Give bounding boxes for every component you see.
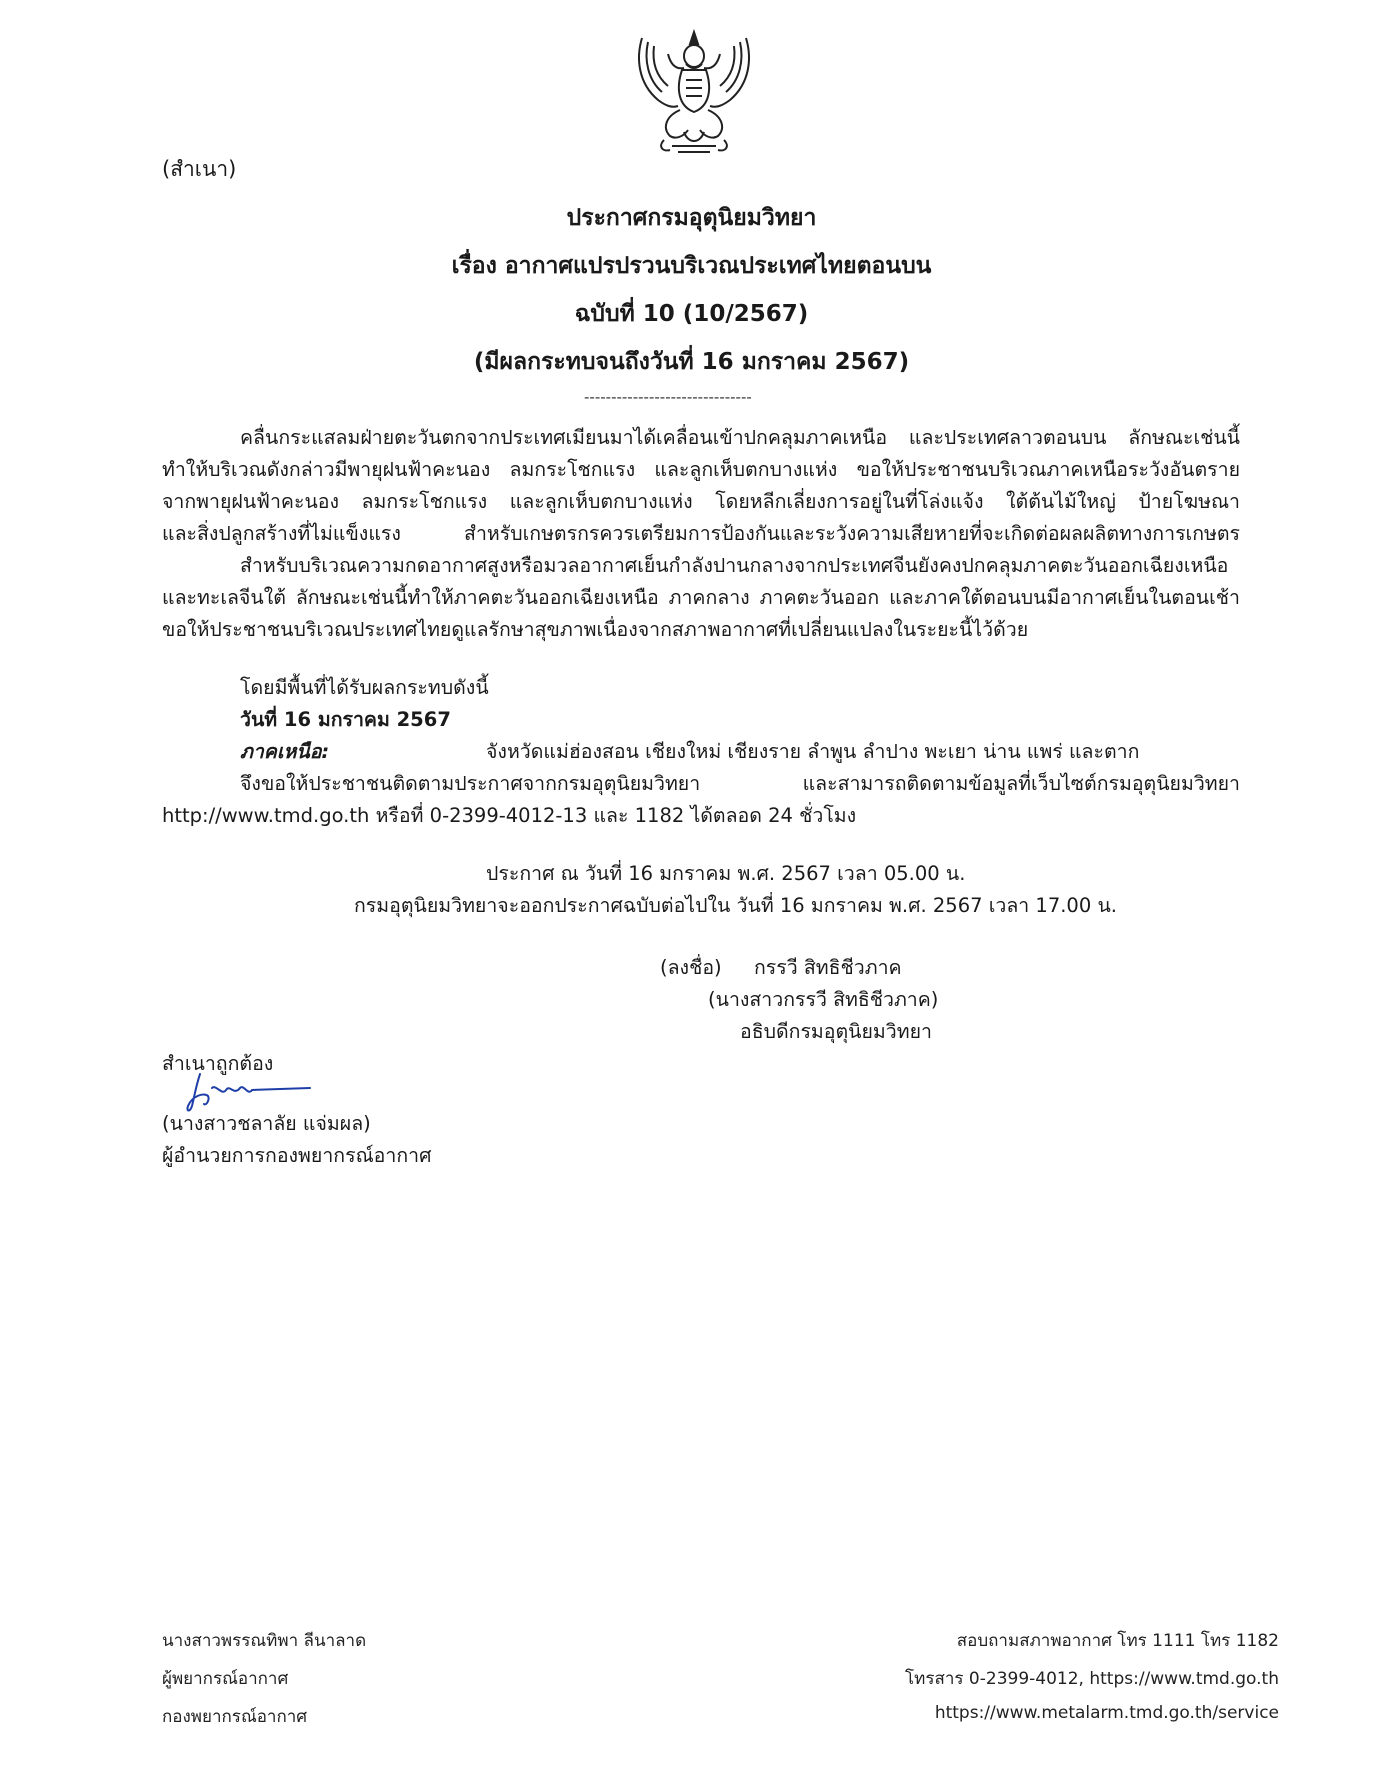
paragraph-2-line-2: และทะเลจีนใต้ ลักษณะเช่นนี้ทำให้ภาคตะวันออกเฉียงเหนือ ภาคกลาง ภาคตะวันออก และภาคใต้ตอนบนมีอากาศเย็นในตอนเช้า xyxy=(162,586,1240,609)
service-link[interactable]: https://www.metalarm.tmd.go.th/service xyxy=(934,1703,1279,1723)
forecaster-role: ผู้พยากรณ์อากาศ xyxy=(162,1669,289,1689)
contact-phone: สอบถามสภาพอากาศ โทร 1111 โทร 1182 xyxy=(956,1631,1279,1651)
announcement-effective-date: (มีผลกระทบจนถึงวันที่ 16 มกราคม 2567) xyxy=(473,349,910,375)
certified-name: (นางสาวชลาลัย แจ่มผล) xyxy=(162,1112,371,1135)
announcement-issue: ฉบับที่ 10 (10/2567) xyxy=(574,301,809,327)
signed-label: (ลงชื่อ) xyxy=(660,956,722,979)
announce-time: ประกาศ ณ วันที่ 16 มกราคม พ.ศ. 2567 เวลา 05.00 น. xyxy=(486,862,966,885)
affected-date: วันที่ 16 มกราคม 2567 xyxy=(240,708,451,731)
follow-line-1: จึงขอให้ประชาชนติดตามประกาศจากกรมอุตุนิยมวิทยา และสามารถติดตามข้อมูลที่เว็บไซต์กรมอุตุนิยมวิทยา xyxy=(240,772,1240,795)
announcement-title: ประกาศกรมอุตุนิยมวิทยา xyxy=(566,205,817,231)
contact-fax-website: โทรสาร 0-2399-4012, https://www.tmd.go.th xyxy=(905,1669,1279,1689)
certified-copy-label: สำเนาถูกต้อง xyxy=(162,1052,274,1075)
signed-name: กรรวี สิทธิชีวภาค xyxy=(754,956,902,979)
paragraph-1-line-3: จากพายุฝนฟ้าคะนอง ลมกระโชกแรง และลูกเห็บตกบางแห่ง โดยหลีกเลี่ยงการอยู่ในที่โล่งแจ้ง ใต้ต้นไม้ใหญ่ ป้ายโฆษณา xyxy=(162,490,1240,513)
garuda-emblem-icon xyxy=(628,28,760,158)
signatory-full-name: (นางสาวกรรวี สิทธิชีวภาค) xyxy=(708,988,939,1011)
signatory-position: อธิบดีกรมอุตุนิยมวิทยา xyxy=(740,1020,932,1043)
paragraph-2-line-1: สำหรับบริเวณความกดอากาศสูงหรือมวลอากาศเย็นกำลังปานกลางจากประเทศจีนยังคงปกคลุมภาคตะวันออกเฉียงเหนือ xyxy=(240,554,1229,577)
certified-position: ผู้อำนวยการกองพยากรณ์อากาศ xyxy=(162,1144,432,1167)
next-issue-time: กรมอุตุนิยมวิทยาจะออกประกาศฉบับต่อไปใน วันที่ 16 มกราคม พ.ศ. 2567 เวลา 17.00 น. xyxy=(354,894,1117,917)
region-provinces: จังหวัดแม่ฮ่องสอน เชียงใหม่ เชียงราย ลำพูน ลำปาง พะเยา น่าน แพร่ และตาก xyxy=(486,740,1140,763)
paragraph-2-line-3: ขอให้ประชาชนบริเวณประเทศไทยดูแลรักษาสุขภาพเนื่องจากสภาพอากาศที่เปลี่ยนแปลงในระยะนี้ไว้ด้วย xyxy=(162,618,1029,641)
announcement-subject: เรื่อง อากาศแปรปรวนบริเวณประเทศไทยตอนบน xyxy=(451,253,932,279)
copy-label: (สำเนา) xyxy=(162,157,237,181)
paragraph-1-line-4: และสิ่งปลูกสร้างที่ไม่แข็งแรง สำหรับเกษตรกรควรเตรียมการป้องกันและระวังความเสียหายที่จะเกิดต่อผลผลิตทางการเกษตร xyxy=(162,522,1240,545)
region-label: ภาคเหนือ: xyxy=(240,740,330,763)
paragraph-1-line-1: คลื่นกระแสลมฝ่ายตะวันตกจากประเทศเมียนมาได้เคลื่อนเข้าปกคลุมภาคเหนือ และประเทศลาวตอนบน ลักษณะเช่นนี้ xyxy=(240,426,1240,449)
affected-areas-intro: โดยมีพื้นที่ได้รับผลกระทบดังนี้ xyxy=(240,676,489,699)
paragraph-1-line-2: ทำให้บริเวณดังกล่าวมีพายุฝนฟ้าคะนอง ลมกระโชกแรง และลูกเห็บตกบางแห่ง ขอให้ประชาชนบริเวณภาคเหนือระวังอันตราย xyxy=(162,458,1240,481)
forecaster-name: นางสาวพรรณทิพา ลีนาลาด xyxy=(162,1631,367,1651)
forecaster-division: กองพยากรณ์อากาศ xyxy=(162,1707,308,1727)
follow-line-2: http://www.tmd.go.th หรือที่ 0-2399-4012-13 และ 1182 ได้ตลอด 24 ชั่วโมง xyxy=(162,804,857,827)
header-divider: ------------------------------- xyxy=(584,388,752,406)
